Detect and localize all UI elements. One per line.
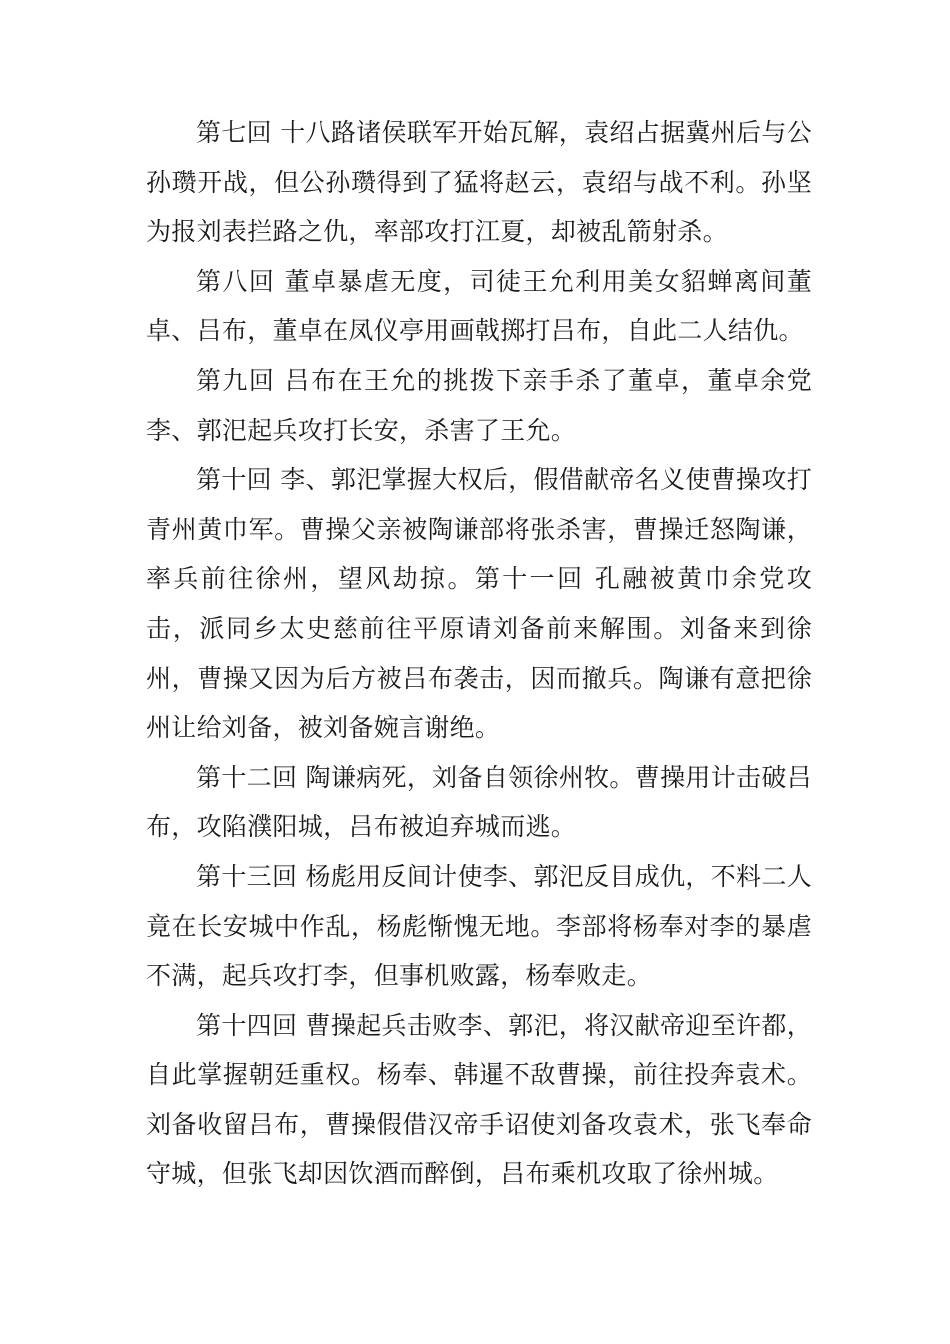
paragraph-chapter-13: 第十三回 杨彪用反间计使李、郭汜反目成仇，不料二人竟在长安城中作乱，杨彪惭愧无地。李部将杨奉对李的暴虐不满，起兵攻打李，但事机败露，杨奉败走。 bbox=[146, 861, 812, 991]
paragraph-chapter-8: 第八回 董卓暴虐无度，司徒王允利用美女貂蝉离间董卓、吕布，董卓在凤仪亭用画戟掷打吕布，自此二人结仇。 bbox=[146, 266, 812, 346]
document-body bbox=[146, 108, 812, 1199]
paragraph-chapter-10-11: 第十回 李、郭汜掌握大权后，假借献帝名义使曹操攻打青州黄巾军。曹操父亲被陶谦部将张杀害，曹操迁怒陶谦，率兵前往徐州，望风劫掠。第十一回 孔融被黄巾余党攻击，派同乡太史慈前往平原请刘备前来解围。刘备来到徐州，曹操又因为后方被吕布袭击，因而撤兵。陶谦有意把徐州让给刘备，被刘备婉言谢绝。 bbox=[146, 465, 812, 743]
paragraph-chapter-12: 第十二回 陶谦病死，刘备自领徐州牧。曹操用计击破吕布，攻陷濮阳城，吕布被迫弃城而逃。 bbox=[146, 762, 812, 842]
paragraph-chapter-7: 第七回 十八路诸侯联军开始瓦解，袁绍占据冀州后与公孙瓒开战，但公孙瓒得到了猛将赵云，袁绍与战不利。孙坚为报刘表拦路之仇，率部攻打江夏，却被乱箭射杀。 bbox=[146, 118, 812, 247]
paragraph-chapter-9: 第九回 吕布在王允的挑拨下亲手杀了董卓，董卓余党李、郭汜起兵攻打长安，杀害了王允。 bbox=[146, 365, 812, 445]
paragraph-chapter-14: 第十四回 曹操起兵击败李、郭汜，将汉献帝迎至许都，自此掌握朝廷重权。杨奉、韩暹不敌曹操，前往投奔袁术。刘备收留吕布，曹操假借汉帝手诏使刘备攻袁术，张飞奉命守城，但张飞却因饮酒而醉倒，吕布乘机攻取了徐州城。 bbox=[146, 1010, 812, 1189]
